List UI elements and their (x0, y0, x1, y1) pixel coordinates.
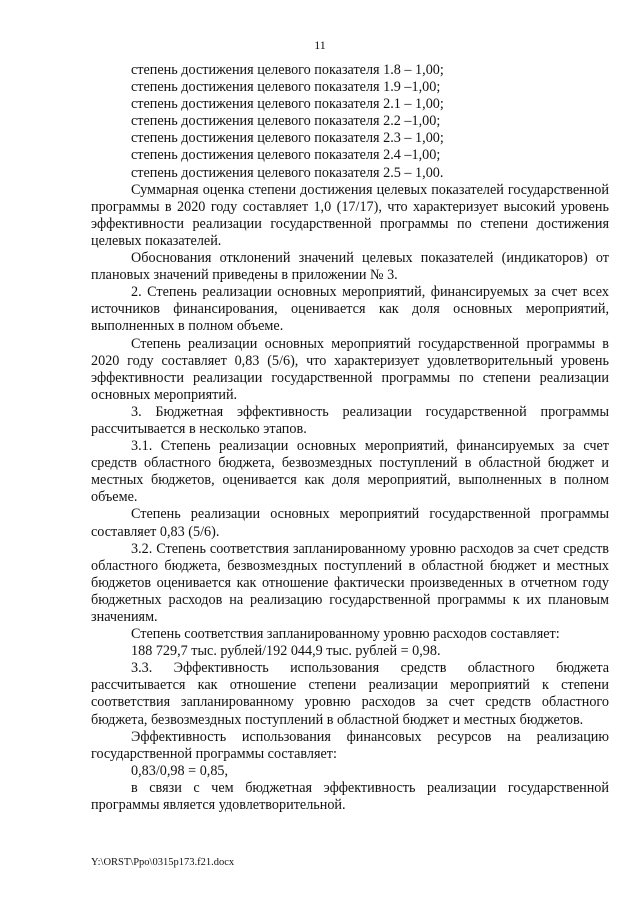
summary-paragraph: Суммарная оценка степени достижения целевых показателей государственной программы в 2020 году составляет 1,0 (17/17), что характеризует высокий уровень эффективности реализации государственной программы по степени достижения целевых показателей. (91, 181, 609, 249)
footer-file-path: Y:\ORST\Ppo\0315p173.f21.docx (91, 857, 235, 868)
conclusion-paragraph: в связи с чем бюджетная эффективность реализации государственной программы является удовлетворительной. (91, 779, 609, 814)
target-indicator-line: степень достижения целевого показателя 2.4 –1,00; (131, 147, 441, 164)
section-3-paragraph: 3. Бюджетная эффективность реализации государственной программы рассчитывается в несколько этапов. (91, 403, 609, 437)
section-3-3-paragraph: 3.3. Эффективность использования средств областного бюджета рассчитывается как отношение степени реализации мероприятий к степени соответствия запланированному уровню расходов за счет средств областного бюджета, безвозмездных поступлений в областной бюджет и местных бюджетов. (91, 660, 609, 728)
measures-ratio-paragraph: Степень реализации основных мероприятий государственной программы составляет 0,83 (5/6). (91, 506, 609, 540)
efficiency-formula: 0,83/0,98 = 0,85, (131, 762, 229, 779)
target-indicator-line: степень достижения целевого показателя 2.3 – 1,00; (131, 130, 444, 147)
section-3-2-paragraph: 3.2. Степень соответствия запланированному уровню расходов за счет средств областного бюджета, безвозмездных поступлений в областной бюджет и местных бюджетов оценивается как отношение фактически произведенных в отчетном году бюджетных расходов на реализацию государственной программы к их плановым значениям. (91, 540, 609, 625)
expense-level-paragraph: Степень соответствия запланированному уровню расходов составляет: (131, 626, 560, 643)
expense-formula: 188 729,7 тыс. рублей/192 044,9 тыс. рублей = 0,98. (131, 643, 441, 660)
page-number: 11 (314, 38, 326, 52)
target-indicator-line: степень достижения целевого показателя 2.5 – 1,00. (131, 164, 444, 181)
financial-efficiency-paragraph: Эффективность использования финансовых ресурсов на реализацию государственной программы составляет: (91, 728, 609, 762)
target-indicator-line: степень достижения целевого показателя 2.1 – 1,00; (131, 96, 444, 113)
document-body (91, 62, 609, 814)
section-3-1-paragraph: 3.1. Степень реализации основных мероприятий, финансируемых за счет средств областного бюджета, безвозмездных поступлений в областной бюджет и местных бюджетов, оценивается как доля мероприятий, выполненных в полном объеме. (91, 438, 609, 506)
target-indicator-line: степень достижения целевого показателя 1.9 –1,00; (131, 79, 441, 96)
measures-result-paragraph: Степень реализации основных мероприятий государственной программы в 2020 году составляет 0,83 (5/6), что характеризует удовлетворительный уровень эффективности реализации государственной программы по степени реализации основных мероприятий. (91, 335, 609, 403)
target-indicator-line: степень достижения целевого показателя 2.2 –1,00; (131, 113, 441, 130)
section-2-paragraph: 2. Степень реализации основных мероприятий, финансируемых за счет всех источников финансирования, оценивается как доля основных мероприятий, выполненных в полном объеме. (91, 284, 609, 335)
deviations-paragraph: Обоснования отклонений значений целевых показателей (индикаторов) от плановых значений приведены в приложении № 3. (91, 250, 609, 284)
target-indicator-line: степень достижения целевого показателя 1.8 – 1,00; (131, 62, 444, 78)
